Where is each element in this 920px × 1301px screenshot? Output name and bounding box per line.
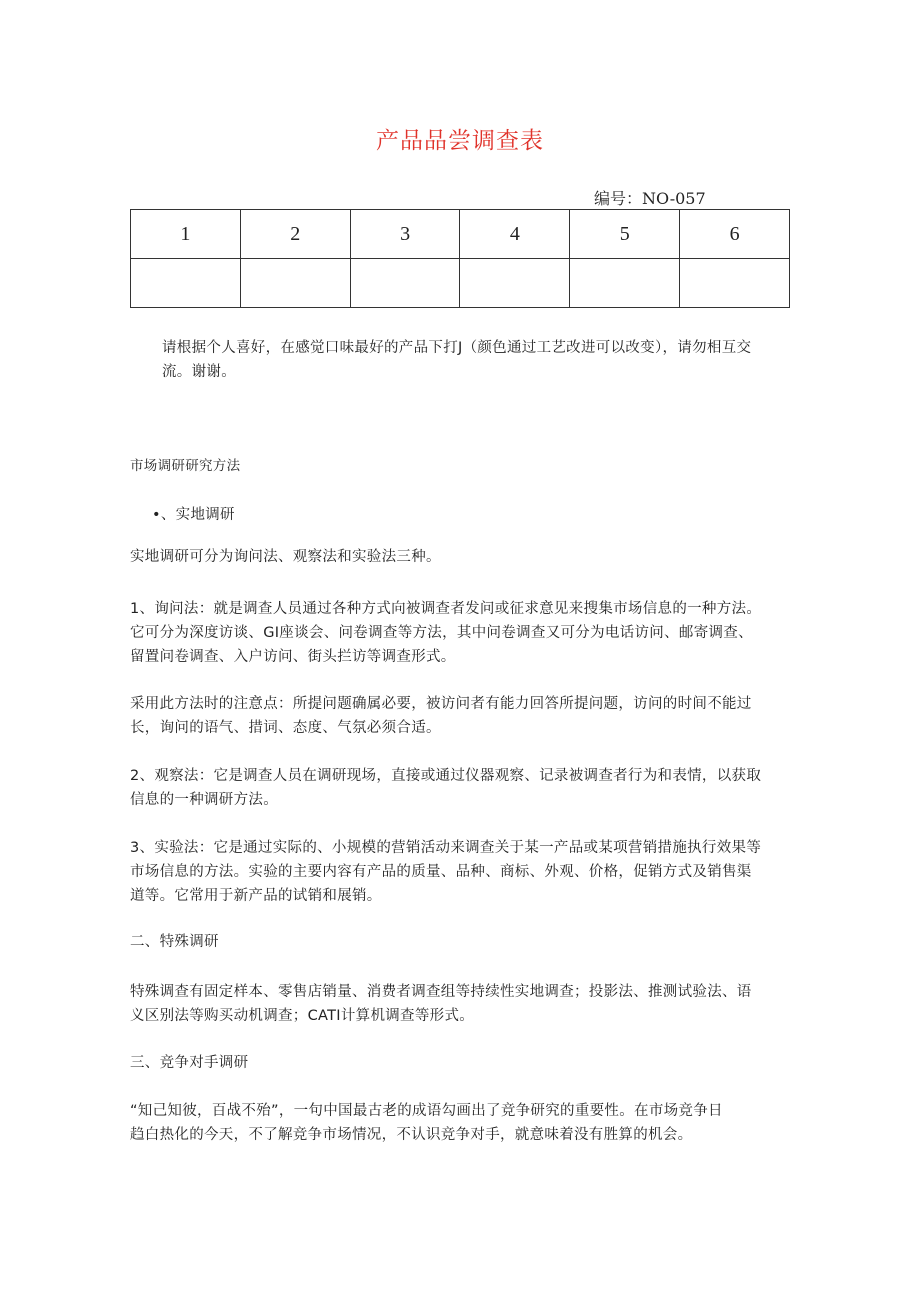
- table-header-cell: 2: [240, 210, 350, 259]
- table-header-cell: 4: [460, 210, 570, 259]
- table-header-cell: 1: [131, 210, 241, 259]
- paragraph-line: 长，询问的语气、措词、态度、气氛必须合适。: [130, 720, 441, 736]
- table-header-cell: 5: [570, 210, 680, 259]
- paragraph: 实地调研可分为询问法、观察法和实验法三种。: [130, 549, 441, 565]
- paragraph-line: 留置问卷调查、入户访问、街头拦访等调查形式。: [130, 649, 456, 665]
- paragraph-line: 1、询问法：就是调查人员通过各种方式向被调查者发问或征求意见来搜集市场信息的一种方法。: [130, 601, 762, 617]
- table-cell: [680, 259, 790, 308]
- document-title: 产品品尝调查表: [376, 128, 544, 154]
- paragraph-line: 义区别法等购买动机调查；CATI计算机调查等形式。: [130, 1008, 475, 1024]
- table-cell: [570, 259, 680, 308]
- paragraph-line: 3、实验法：它是通过实际的、小规模的营销活动来调查关于某一产品或某项营销措施执行效果等: [130, 840, 762, 856]
- instruction-line: 请根据个人喜好，在感觉口味最好的产品下打J（颜色通过工艺改进可以改变），请勿相互交: [162, 340, 752, 356]
- instruction-line: 流。谢谢。: [162, 364, 236, 380]
- tasting-table: [130, 209, 790, 308]
- subheading: 二、特殊调研: [130, 934, 219, 950]
- table-cell: [460, 259, 570, 308]
- table-cell: [240, 259, 350, 308]
- paragraph-line: “知己知彼，百战不殆”，一句中国最古老的成语勾画出了竞争研究的重要性。在市场竞争日: [130, 1103, 723, 1119]
- paragraph-line: 信息的一种调研方法。: [130, 792, 278, 808]
- paragraph-line: 采用此方法时的注意点：所提问题确属必要，被访问者有能力回答所提问题，访问的时间不能过: [130, 696, 752, 712]
- paragraph-line: 市场信息的方法。实验的主要内容有产品的质量、品种、商标、外观、价格，促销方式及销售渠: [130, 864, 752, 880]
- section-title: 市场调研研究方法: [130, 458, 241, 474]
- document-code: 编号：NO-057: [594, 189, 706, 208]
- table-cell: [350, 259, 460, 308]
- table-header-row: [131, 210, 790, 259]
- paragraph-line: 它可分为深度访谈、GI座谈会、问卷调查等方法，其中问卷调查又可分为电话访问、邮寄调查、: [130, 625, 753, 641]
- paragraph-line: 趋白热化的今天，不了解竞争市场情况，不认识竞争对手，就意味着没有胜算的机会。: [130, 1127, 693, 1143]
- paragraph-line: 2、观察法：它是调查人员在调研现场，直接或通过仪器观察、记录被调查者行为和表情，以获取: [130, 768, 762, 784]
- paragraph-line: 道等。它常用于新产品的试销和展销。: [130, 888, 382, 904]
- table-header-cell: 3: [350, 210, 460, 259]
- subheading: •、实地调研: [152, 507, 235, 523]
- table-header-cell: 6: [680, 210, 790, 259]
- subheading: 三、竞争对手调研: [130, 1055, 249, 1071]
- table-cell: [131, 259, 241, 308]
- paragraph-line: 特殊调查有固定样本、零售店销量、消费者调查组等持续性实地调查；投影法、推测试验法、语: [130, 984, 752, 1000]
- table-row: [131, 259, 790, 308]
